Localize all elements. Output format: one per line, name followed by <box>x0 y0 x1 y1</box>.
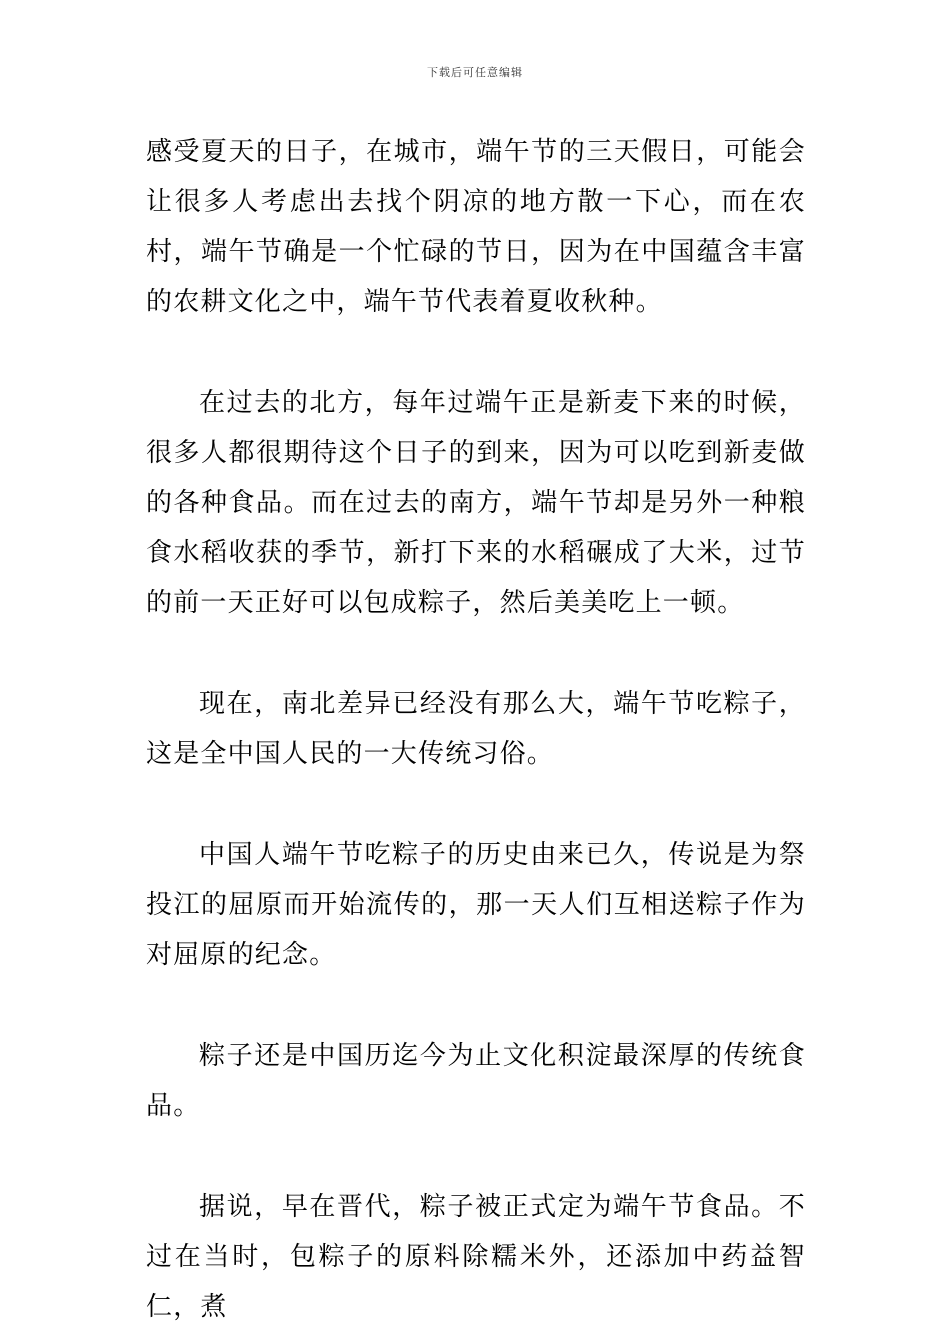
paragraph-1: 感受夏天的日子，在城市，端午节的三天假日，可能会让很多人考虑出去找个阴凉的地方散一下心，而在农村，端午节确是一个忙碌的节日，因为在中国蕴含丰富的农耕文化之中，端午节代表着夏收秋种。 <box>146 137 806 317</box>
paragraph-spacer <box>146 628 806 679</box>
paragraph-6: 据说，早在晋代，粽子被正式定为端午节食品。不过在当时，包粽子的原料除糯米外，还添加中药益智仁，煮 <box>146 1192 806 1322</box>
paragraph-spacer <box>146 327 806 378</box>
paragraph-spacer <box>146 980 806 1031</box>
paragraph-3: 现在，南北差异已经没有那么大，端午节吃粽子，这是全中国人民的一大传统习俗。 <box>146 689 806 769</box>
paragraph-spacer <box>146 1131 806 1182</box>
paragraph-5: 粽子还是中国历迄今为止文化积淀最深厚的传统食品。 <box>146 1041 806 1121</box>
paragraph-spacer <box>146 779 806 830</box>
document-body <box>146 127 806 1332</box>
paragraph-4: 中国人端午节吃粽子的历史由来已久，传说是为祭投江的屈原而开始流传的，那一天人们互相送粽子作为对屈原的纪念。 <box>146 840 806 970</box>
paragraph-2: 在过去的北方，每年过端午正是新麦下来的时候，很多人都很期待这个日子的到来，因为可以吃到新麦做的各种食品。而在过去的南方，端午节却是另外一种粮食水稻收获的季节，新打下来的水稻碾成了大米，过节的前一天正好可以包成粽子，然后美美吃上一顿。 <box>146 388 806 618</box>
header-note: 下载后可任意编辑 <box>427 66 523 79</box>
